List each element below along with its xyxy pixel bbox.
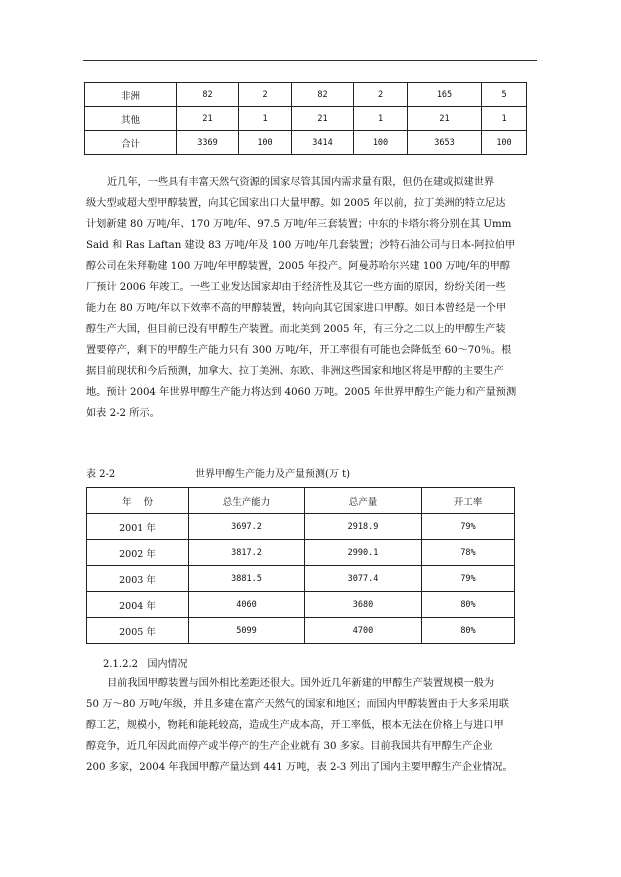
table-cell: 100 [482, 131, 527, 155]
text-line: Said 和 Ras Laftan 建设 83 万吨/年及 100 万吨/年几套装置；沙特石油公司与日本-阿拉伯甲 [86, 240, 516, 251]
paragraph-domestic [86, 673, 522, 778]
table-cell: 78% [422, 540, 515, 566]
table-row [87, 540, 515, 566]
table-cell: 2990.1 [305, 540, 422, 566]
text-line: 置要停产，剩下的甲醇生产能力只有 300 万吨/年，开工率很有可能也会降低至 60～70％。根 [86, 345, 512, 356]
table-cell: 100 [354, 131, 408, 155]
text-line: 级大型或超大型甲醇装置，向其它国家出口大量甲醇。如 2005 年以前，拉丁美洲的特立尼达 [86, 198, 506, 209]
text-line: 能力在 80 万吨/年以下效率不高的甲醇装置，转向向其它国家进口甲醇。如日本曾经是一个甲 [86, 303, 507, 314]
table-cell: 80% [422, 592, 515, 618]
table-cell: 2003 年 [87, 566, 189, 592]
text-line: 醇公司在朱拜勒建 100 万吨/年甲醇装置，2005 年投产。阿曼苏哈尔兴建 100 万吨/年的甲醇 [86, 261, 511, 272]
text-line: 醇生产大国，但目前已没有甲醇生产装置。而北美到 2005 年，有三分之二以上的甲醇生产装 [86, 324, 506, 335]
table-cell: 3680 [305, 592, 422, 618]
table-cell: 3697.2 [189, 514, 305, 540]
table-cell: 2 [354, 83, 408, 107]
table-cell: 4700 [305, 618, 422, 644]
table-cell: 合计 [85, 131, 177, 155]
text-line: 据目前现状和今后预测，加拿大、拉丁美洲、东欧、非洲这些国家和地区将是甲醇的主要生产 [86, 366, 504, 377]
table-cell: 非洲 [85, 83, 177, 107]
text-line: 醇工艺，规模小，物耗和能耗较高，造成生产成本高，开工率低，根本无法在价格上与进口甲 [86, 720, 504, 731]
world-forecast-table [86, 487, 515, 644]
table-cell: 4060 [189, 592, 305, 618]
table-cell: 3369 [177, 131, 239, 155]
table-cell: 80% [422, 618, 515, 644]
column-header: 总产量 [305, 488, 422, 514]
table-row [87, 592, 515, 618]
table-cell: 79% [422, 514, 515, 540]
table-cell: 21 [292, 107, 354, 131]
table-cell: 79% [422, 566, 515, 592]
table-cell: 165 [408, 83, 482, 107]
table-row [85, 131, 527, 155]
text-line: 醇竞争，近几年因此而停产或半停产的生产企业就有 30 多家。目前我国共有甲醇生产企业 [86, 741, 493, 752]
table-cell: 3414 [292, 131, 354, 155]
section-heading: 2.1.2.2 国内情况 [103, 659, 188, 670]
table-label: 表 2-2 [86, 469, 116, 480]
table-row [85, 83, 527, 107]
table-cell: 82 [177, 83, 239, 107]
table-cell: 2001 年 [87, 514, 189, 540]
text-line: 目前我国甲醇装置与国外相比差距还很大。国外近几年新建的甲醇生产装置规模一般为 [107, 678, 495, 689]
table-cell: 3077.4 [305, 566, 422, 592]
table-cell: 5099 [189, 618, 305, 644]
table-cell: 100 [239, 131, 292, 155]
text-line: 地。预计 2004 年世界甲醇生产能力将达到 4060 万吨。2005 年世界甲醇生产能力和产量预测 [86, 387, 517, 398]
table-cell: 2005 年 [87, 618, 189, 644]
column-header: 年 份 [87, 488, 189, 514]
table-row [85, 107, 527, 131]
table-row [87, 566, 515, 592]
text-line: 厂预计 2006 年竣工。一些工业发达国家却由于经济性及其它一些方面的原因，纷纷关闭一些 [86, 282, 506, 293]
column-header: 开工率 [422, 488, 515, 514]
table-cell: 1 [354, 107, 408, 131]
table-cell: 1 [239, 107, 292, 131]
text-line: 如表 2-2 所示。 [86, 408, 160, 419]
table-cell: 5 [482, 83, 527, 107]
table-cell: 3881.5 [189, 566, 305, 592]
table-cell: 82 [292, 83, 354, 107]
table-cell: 21 [408, 107, 482, 131]
text-line: 50 万～80 万吨/年级，并且多建在富产天然气的国家和地区；而国内甲醇装置由于大多采用联 [86, 699, 509, 710]
regional-capacity-table [84, 82, 527, 155]
text-line: 200 多家，2004 年我国甲醇产量达到 441 万吨，表 2-3 列出了国内主要甲醇生产企业情况。 [86, 762, 513, 773]
table-cell: 2004 年 [87, 592, 189, 618]
table-row [87, 514, 515, 540]
table-cell: 2002 年 [87, 540, 189, 566]
table-cell: 1 [482, 107, 527, 131]
table-cell: 3653 [408, 131, 482, 155]
table-cell: 3817.2 [189, 540, 305, 566]
table-cell: 21 [177, 107, 239, 131]
table-cell: 2918.9 [305, 514, 422, 540]
table-row [87, 618, 515, 644]
header-rule [83, 60, 537, 61]
paragraph-world-capacity [86, 172, 522, 424]
text-line: 计划新建 80 万吨/年、170 万吨/年、97.5 万吨/年三套装置；中东的卡塔尔将分别在其 Umm [86, 219, 512, 230]
column-header: 总生产能力 [189, 488, 305, 514]
table-cell: 其他 [85, 107, 177, 131]
table-cell: 2 [239, 83, 292, 107]
table-header-row [87, 488, 515, 514]
table-title: 世界甲醇生产能力及产量预测(万 t) [195, 469, 350, 480]
text-line: 近几年，一些具有丰富天然气资源的国家尽管其国内需求量有限，但仍在建或拟建世界 [107, 177, 495, 188]
